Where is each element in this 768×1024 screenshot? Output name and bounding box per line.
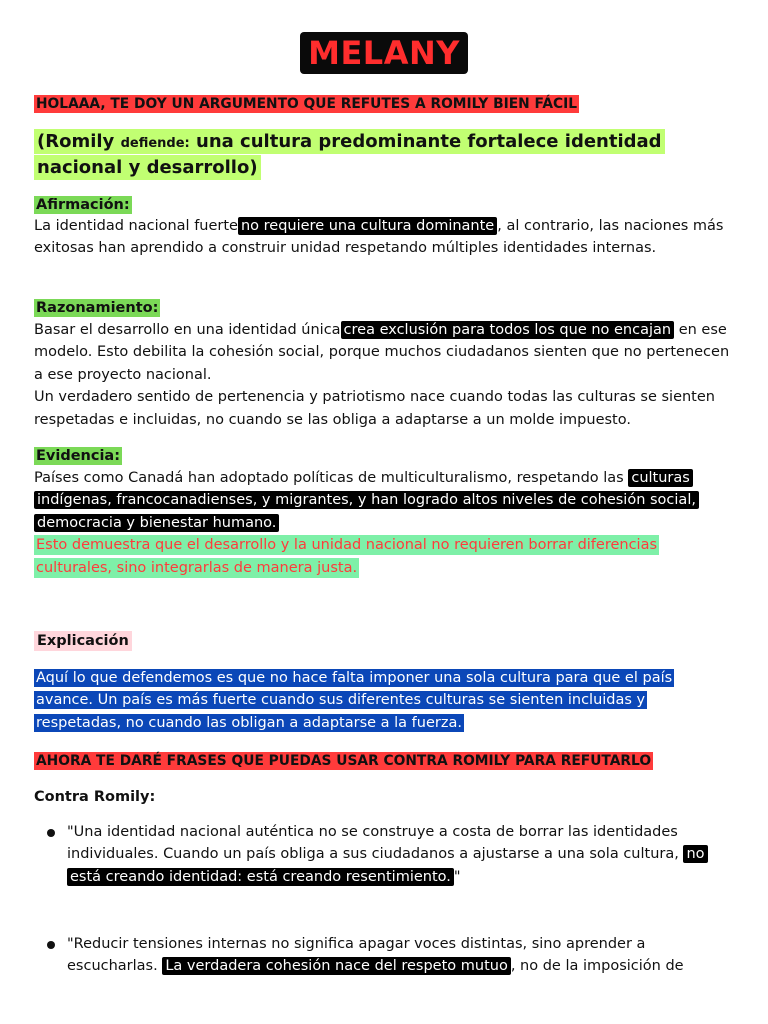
intro-highlight: HOLAAA, TE DOY UN ARGUMENTO QUE REFUTES A ROMILY BIEN FÁCIL xyxy=(36,96,578,112)
evidencia-body xyxy=(34,467,724,579)
contra-label: Contra Romily: xyxy=(34,789,156,805)
thesis-rest: una cultura predominante fortalece identidad nacional y desarrollo) xyxy=(37,131,662,178)
page-title: MELANY xyxy=(300,32,468,74)
razonamiento-body xyxy=(34,319,734,431)
thesis-highlight xyxy=(34,129,665,180)
thesis-defiende: defiende: xyxy=(120,136,190,151)
explicacion-label-row xyxy=(34,630,734,649)
evidencia-highlight: culturas indígenas, francocanadienses, y migrantes, y han logrado altos niveles de cohesión social, democracia y bienestar humano. xyxy=(34,469,699,532)
explicacion-highlight: Aquí lo que defendemos es que no hace falta imponer una sola cultura para que el país avance. Un país es más fuerte cuando sus diferentes culturas se sienten incluidas y respetadas, no cuando las obligan a adaptarse a la fuerza. xyxy=(36,670,673,731)
evidencia-paragraph xyxy=(34,467,724,534)
afirmacion-post: , al contrario, las naciones más exitosas han aprendido a construir unidad respetando múltiples identidades internas. xyxy=(34,218,724,257)
afirmacion-paragraph xyxy=(34,215,724,260)
bullet-dot xyxy=(47,829,55,837)
evidencia-conclusion xyxy=(34,534,724,579)
razonamiento-label: Razonamiento: xyxy=(36,300,159,316)
explicacion-paragraph xyxy=(34,667,724,734)
explicacion-label: Explicación xyxy=(34,631,132,651)
quote-highlight: no está creando identidad: está creando resentimiento. xyxy=(67,845,708,885)
thesis xyxy=(34,130,724,180)
explicacion-body xyxy=(34,667,724,734)
razonamiento-paragraph-2: Un verdadero sentido de pertenencia y patriotismo nace cuando todas las culturas se sienten respetadas e incluidas, no cuando se las obliga a adaptarse a un molde impuesto. xyxy=(34,389,715,428)
thesis-lead: (Romily xyxy=(37,131,115,152)
quote-post: , no de la imposición de xyxy=(510,958,684,975)
quote-paragraph xyxy=(67,933,727,978)
quote-pre: "Una identidad nacional auténtica no se construye a costa de borrar las identidades individuales. Cuando un país obliga a sus ciudadanos a ajustarse a una sola cultura, xyxy=(67,824,679,863)
frases-heading-row xyxy=(34,750,734,769)
contra-label-row xyxy=(34,786,734,805)
bullet-dot xyxy=(47,941,55,949)
afirmacion-pre: La identidad nacional fuerte xyxy=(34,218,238,234)
razonamiento-post: en ese modelo. Esto debilita la cohesión social, porque muchos ciudadanos sienten que no pertenecen a ese proyecto nacional. xyxy=(34,322,730,383)
quote-highlight: La verdadera cohesión nace del respeto mutuo xyxy=(162,957,510,975)
razonamiento-label-row xyxy=(34,297,734,316)
intro-line xyxy=(34,93,734,112)
frases-heading: AHORA TE DARÉ FRASES QUE PUEDAS USAR CONTRA ROMILY PARA REFUTARLO xyxy=(36,753,652,769)
razonamiento-pre: Basar el desarrollo en una identidad única xyxy=(34,322,341,338)
razonamiento-highlight: crea exclusión para todos los que no encajan xyxy=(341,321,675,339)
afirmacion-body xyxy=(34,215,724,260)
quote-pre: "Reducir tensiones internas no significa apagar voces distintas, sino aprender a escucharlas. xyxy=(67,936,646,975)
quote-post: " xyxy=(453,868,461,885)
afirmacion-label: Afirmación: xyxy=(36,197,130,213)
evidencia-pre: Países como Canadá han adoptado políticas de multiculturalismo, respetando las xyxy=(34,470,624,486)
afirmacion-label-row xyxy=(34,194,734,213)
afirmacion-highlight: no requiere una cultura dominante xyxy=(238,217,497,235)
quote-item xyxy=(67,821,727,888)
evidencia-mint-highlight: Esto demuestra que el desarrollo y la unidad nacional no requieren borrar diferencias culturales, sino integrarlas de manera justa. xyxy=(36,537,658,576)
evidencia-label: Evidencia: xyxy=(36,448,121,464)
quote-paragraph xyxy=(67,821,727,888)
title-wrap xyxy=(0,32,768,74)
razonamiento-paragraph xyxy=(34,319,734,386)
quote-item xyxy=(67,933,727,978)
evidencia-label-row xyxy=(34,445,734,464)
